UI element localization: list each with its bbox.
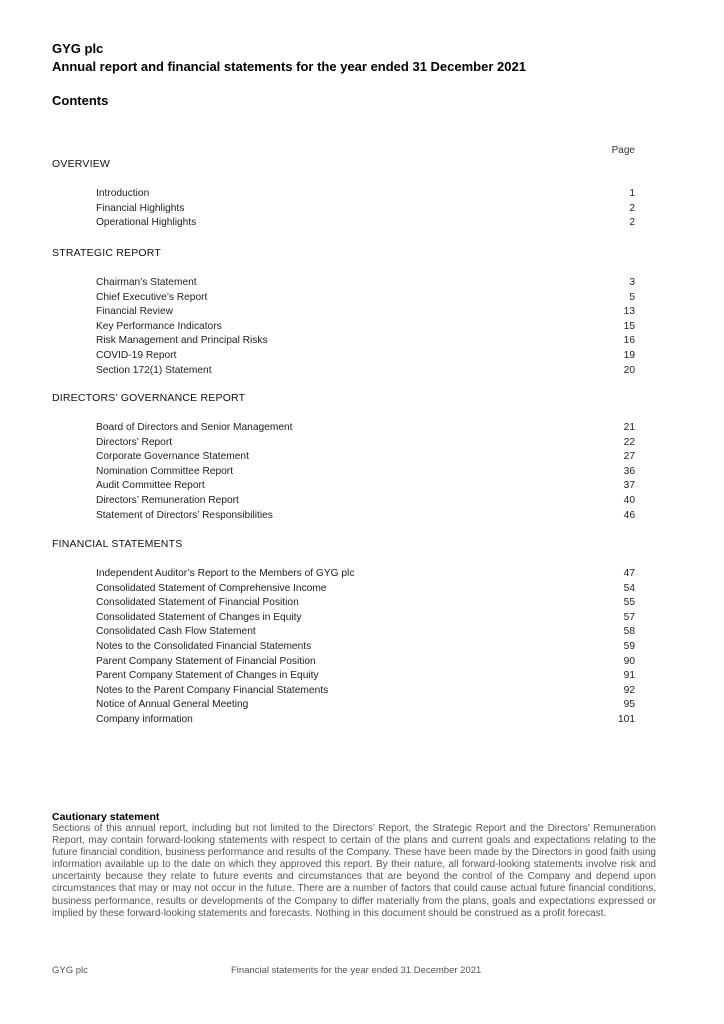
cautionary-title: Cautionary statement <box>52 811 160 823</box>
toc-entry-page: 37 <box>623 480 635 492</box>
toc-entry-page: 90 <box>623 655 635 667</box>
toc-entry-label: Audit Committee Report <box>96 480 205 492</box>
toc-entry <box>96 510 635 524</box>
toc-entry <box>96 568 635 582</box>
toc-entry-label: Parent Company Statement of Changes in Equity <box>96 670 319 682</box>
toc-entry <box>96 641 635 655</box>
toc-entry <box>96 656 635 670</box>
toc-entry-label: Notes to the Consolidated Financial Statements <box>96 641 312 652</box>
toc-entry <box>96 583 635 597</box>
toc-entry-label: Nomination Committee Report <box>96 465 234 477</box>
toc-entry <box>96 292 635 306</box>
toc-entry <box>96 203 635 217</box>
toc-entry <box>96 422 635 436</box>
section-heading: STRATEGIC REPORT <box>52 247 161 259</box>
cautionary-text: Sections of this annual report, including but not limited to the Directors’ Report, the Strategic Report and the Directors’ Remuneration Report, may contain forward-looking statements with respect to certain of the plans and current goals and expectations relating to the future financial condition, business performance and results of the Company. These have been made by the Directors in good faith using information available up to the date on which they approved this report. By their nature, all forward-looking statements involve risk and uncertainty because they relate to future events and circumstances that are beyond the control of the Company and depend upon circumstances that may or may not occur in the future. There are a number of factors that could cause actual future financial conditions, business performance, results or developments of the Company to differ materially from the plans, goals and expectations expressed or implied by these forward-looking statements and forecasts. Nothing in this document should be construed as a profit forecast. <box>52 823 656 919</box>
toc-entry-page: 2 <box>629 202 635 214</box>
toc-entry-label: Consolidated Statement of Comprehensive Income <box>96 582 327 594</box>
contents-heading: Contents <box>52 93 109 108</box>
toc-entry-page: 1 <box>629 188 635 199</box>
toc-entry <box>96 350 635 364</box>
toc-entry-page: 27 <box>623 451 635 463</box>
page-column-label: Page <box>611 145 635 156</box>
toc-entry <box>96 277 635 291</box>
toc-entry-page: 47 <box>623 568 635 579</box>
toc-entry-page: 16 <box>623 335 635 347</box>
toc-entry <box>96 685 635 699</box>
toc-entry-page: 40 <box>623 495 635 506</box>
toc-entry <box>96 306 635 320</box>
toc-entry <box>96 321 635 335</box>
toc-entry <box>96 480 635 494</box>
toc-entry-page: 91 <box>623 670 635 682</box>
toc-entry-label: Directors’ Remuneration Report <box>96 495 239 506</box>
toc-entry <box>96 670 635 684</box>
toc-entry-page: 13 <box>623 306 635 318</box>
toc-entry-page: 2 <box>629 217 635 229</box>
report-title: Annual report and financial statements for the year ended 31 December 2021 <box>52 59 526 74</box>
toc-entry-page: 95 <box>623 699 635 711</box>
toc-entry-label: Notice of Annual General Meeting <box>96 699 249 711</box>
toc-entry-label: Financial Highlights <box>96 202 185 214</box>
toc-entry-page: 59 <box>623 641 635 652</box>
toc-entry-page: 5 <box>629 291 635 303</box>
toc-entry <box>96 495 635 509</box>
toc-entry-page: 3 <box>629 277 635 288</box>
toc-entry-label: Board of Directors and Senior Management <box>96 422 293 433</box>
toc-entry <box>96 217 635 231</box>
toc-entry-page: 46 <box>623 509 635 521</box>
toc-entry-label: Company information <box>96 714 193 725</box>
toc-entry <box>96 612 635 626</box>
toc-entry-page: 15 <box>623 320 635 332</box>
toc-entry-label: Parent Company Statement of Financial Position <box>96 655 316 667</box>
toc-entry-label: Risk Management and Principal Risks <box>96 335 268 347</box>
toc-entry-label: Section 172(1) Statement <box>96 364 212 376</box>
toc-entry-page: 21 <box>623 422 635 433</box>
toc-entry-label: COVID-19 Report <box>96 350 177 361</box>
toc-entry-label: Consolidated Cash Flow Statement <box>96 626 256 638</box>
toc-entry-label: Consolidated Statement of Changes in Equity <box>96 611 302 623</box>
section-heading: OVERVIEW <box>52 158 111 170</box>
toc-entry-label: Chairman’s Statement <box>96 277 197 288</box>
toc-entry-label: Key Performance Indicators <box>96 320 222 332</box>
footer-title: Financial statements for the year ended 31 December 2021 <box>231 965 482 976</box>
toc-entry-label: Operational Highlights <box>96 217 197 229</box>
toc-entry <box>96 699 635 713</box>
toc-entry-label: Notes to the Parent Company Financial Statements <box>96 684 329 696</box>
toc-entry-page: 92 <box>623 684 635 696</box>
toc-entry-page: 20 <box>623 364 635 376</box>
toc-entry-page: 57 <box>623 611 635 623</box>
company-name: GYG plc <box>52 41 104 56</box>
toc-entry <box>96 626 635 640</box>
toc-entry <box>96 597 635 611</box>
toc-entry-page: 55 <box>623 597 635 609</box>
footer-company: GYG plc <box>52 965 88 976</box>
toc-entry <box>96 714 635 728</box>
toc-entry-page: 58 <box>623 626 635 638</box>
toc-entry-page: 36 <box>623 465 635 477</box>
toc-entry <box>96 365 635 379</box>
toc-entry <box>96 188 635 202</box>
toc-entry-label: Consolidated Statement of Financial Position <box>96 597 299 609</box>
toc-entry-label: Financial Review <box>96 306 174 318</box>
toc-entry-label: Directors’ Report <box>96 436 173 448</box>
toc-entry-label: Chief Executive’s Report <box>96 291 208 303</box>
toc-entry <box>96 335 635 349</box>
toc-entry-page: 22 <box>623 436 635 448</box>
toc-entry <box>96 437 635 451</box>
toc-entry-label: Introduction <box>96 188 150 199</box>
toc-entry-label: Statement of Directors’ Responsibilities <box>96 509 273 521</box>
toc-entry-page: 19 <box>623 350 635 361</box>
toc-entry-label: Independent Auditor’s Report to the Members of GYG plc <box>96 568 355 579</box>
toc-entry <box>96 451 635 465</box>
toc-entry-page: 54 <box>623 582 635 594</box>
toc-entry-page: 101 <box>618 714 635 725</box>
section-heading: DIRECTORS’ GOVERNANCE REPORT <box>52 392 246 404</box>
toc-entry-label: Corporate Governance Statement <box>96 451 249 463</box>
section-heading: FINANCIAL STATEMENTS <box>52 538 183 550</box>
toc-entry <box>96 466 635 480</box>
